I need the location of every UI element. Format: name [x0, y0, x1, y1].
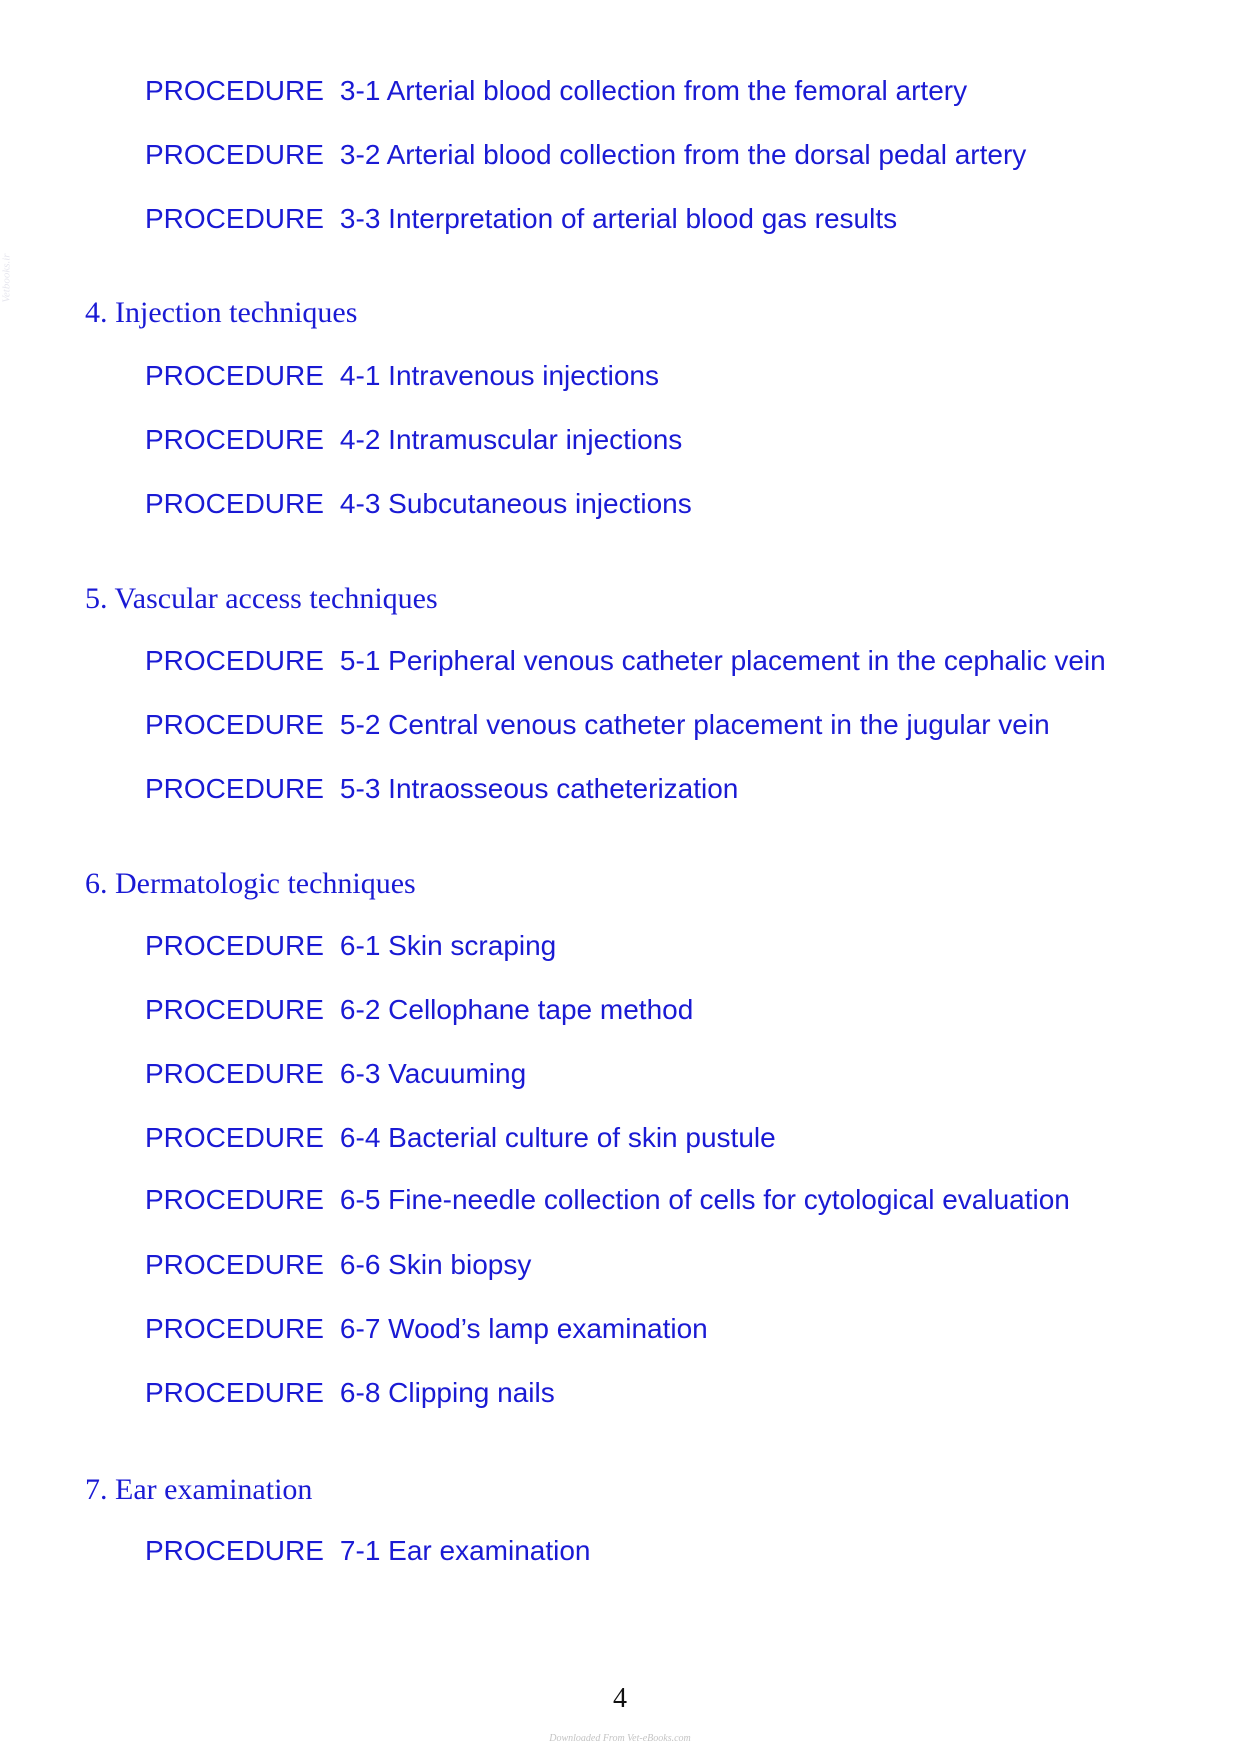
- page-number: 4: [613, 1683, 627, 1714]
- toc-entry-title: Clipping nails: [388, 1377, 555, 1408]
- toc-entry-title: Interpretation of arterial blood gas results: [388, 203, 898, 234]
- toc-entry-title: Cellophane tape method: [388, 994, 694, 1025]
- section-heading-vascular-access-techniques: 5. Vascular access techniques: [85, 582, 438, 615]
- toc-entry-title: Vacuuming: [388, 1058, 527, 1089]
- toc-entry-number: 7-1: [339, 1535, 381, 1566]
- toc-entry-title: Subcutaneous injections: [388, 488, 692, 519]
- toc-entry-3-1[interactable]: [145, 73, 967, 109]
- toc-entry-number: 4-3: [339, 488, 381, 519]
- toc-entry-tag: PROCEDURE: [145, 75, 324, 106]
- toc-entry-tag: PROCEDURE: [145, 1249, 324, 1280]
- toc-entry-tag: PROCEDURE: [145, 1377, 324, 1408]
- toc-entry-tag: PROCEDURE: [145, 930, 324, 961]
- toc-entry-title: Central venous catheter placement in the jugular vein: [388, 709, 1050, 740]
- toc-entry-number: 4-2: [339, 424, 381, 455]
- toc-entry-tag: PROCEDURE: [145, 1184, 324, 1215]
- toc-entry-title: Intramuscular injections: [388, 424, 683, 455]
- toc-entry-title: Intraosseous catheterization: [388, 773, 739, 804]
- toc-entry-6-6[interactable]: [145, 1247, 531, 1283]
- toc-entry-6-2[interactable]: [145, 992, 693, 1028]
- toc-entry-number: 6-5: [339, 1184, 381, 1215]
- section-heading-injection-techniques: 4. Injection techniques: [85, 296, 358, 329]
- toc-entry-number: 6-7: [339, 1313, 381, 1344]
- toc-entry-number: 6-3: [339, 1058, 381, 1089]
- toc-entry-title: Wood’s lamp examination: [388, 1313, 708, 1344]
- toc-entry-5-3[interactable]: [145, 771, 738, 807]
- toc-entry-number: 5-2: [339, 709, 381, 740]
- toc-entry-title: Peripheral venous catheter placement in the cephalic vein: [388, 645, 1106, 676]
- toc-entry-tag: PROCEDURE: [145, 1535, 324, 1566]
- footer-download-note: Downloaded From Vet-eBooks.com: [549, 1733, 691, 1744]
- toc-entry-tag: PROCEDURE: [145, 1313, 324, 1344]
- section-heading-ear-examination: 7. Ear examination: [85, 1473, 313, 1506]
- toc-entry-3-3[interactable]: [145, 201, 897, 237]
- toc-entry-title: Bacterial culture of skin pustule: [388, 1122, 776, 1153]
- toc-entry-tag: PROCEDURE: [145, 488, 324, 519]
- toc-entry-4-2[interactable]: [145, 422, 682, 458]
- toc-entry-number: 4-1: [339, 360, 381, 391]
- toc-entry-number: 5-1: [339, 645, 381, 676]
- toc-entry-6-4[interactable]: [145, 1120, 776, 1156]
- toc-entry-number: 6-6: [339, 1249, 381, 1280]
- toc-entry-5-2[interactable]: [145, 707, 1050, 743]
- toc-entry-tag: PROCEDURE: [145, 1122, 324, 1153]
- toc-entry-title: Arterial blood collection from the dorsal pedal artery: [386, 139, 1027, 170]
- toc-entry-tag: PROCEDURE: [145, 203, 324, 234]
- toc-entry-tag: PROCEDURE: [145, 360, 324, 391]
- toc-entry-tag: PROCEDURE: [145, 139, 324, 170]
- toc-entry-tag: PROCEDURE: [145, 1058, 324, 1089]
- toc-entry-title: Fine-needle collection of cells for cytological evaluation: [388, 1184, 1070, 1215]
- toc-entry-tag: PROCEDURE: [145, 773, 324, 804]
- toc-entry-6-8[interactable]: [145, 1375, 555, 1411]
- toc-entry-number: 6-8: [339, 1377, 381, 1408]
- toc-entry-number: 3-1: [339, 75, 381, 106]
- toc-entry-6-3[interactable]: [145, 1056, 526, 1092]
- toc-entry-4-3[interactable]: [145, 486, 692, 522]
- side-watermark: Vetbooks.ir: [0, 253, 13, 303]
- toc-entry-number: 3-2: [339, 139, 381, 170]
- toc-entry-number: 6-4: [339, 1122, 381, 1153]
- toc-entry-number: 6-2: [339, 994, 381, 1025]
- toc-entry-6-7[interactable]: [145, 1311, 708, 1347]
- toc-entry-5-1[interactable]: [145, 643, 1106, 679]
- toc-entry-tag: PROCEDURE: [145, 994, 324, 1025]
- toc-entry-title: Ear examination: [388, 1535, 591, 1566]
- section-heading-dermatologic-techniques: 6. Dermatologic techniques: [85, 867, 416, 900]
- toc-entry-title: Skin biopsy: [388, 1249, 532, 1280]
- toc-entry-3-2[interactable]: [145, 137, 1026, 173]
- toc-entry-title: Arterial blood collection from the femoral artery: [386, 75, 968, 106]
- toc-entry-6-1[interactable]: [145, 928, 556, 964]
- toc-entry-tag: PROCEDURE: [145, 709, 324, 740]
- toc-entry-6-5[interactable]: [145, 1182, 1070, 1218]
- toc-entry-7-1[interactable]: [145, 1533, 591, 1569]
- toc-entry-number: 3-3: [339, 203, 381, 234]
- toc-entry-number: 6-1: [339, 930, 381, 961]
- toc-entry-number: 5-3: [339, 773, 381, 804]
- toc-entry-title: Skin scraping: [388, 930, 557, 961]
- toc-entry-tag: PROCEDURE: [145, 424, 324, 455]
- toc-entry-4-1[interactable]: [145, 358, 659, 394]
- toc-entry-title: Intravenous injections: [388, 360, 659, 391]
- toc-entry-tag: PROCEDURE: [145, 645, 324, 676]
